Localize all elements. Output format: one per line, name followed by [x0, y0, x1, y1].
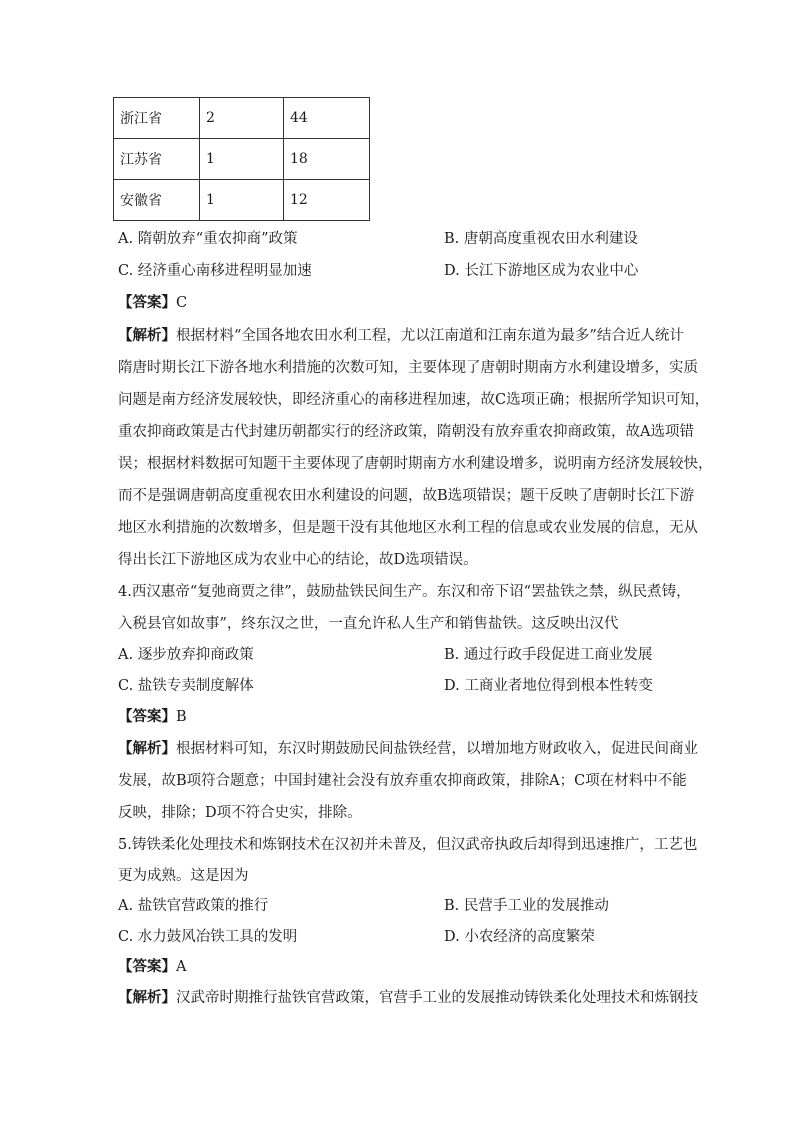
table-cell: 44	[284, 98, 370, 139]
q5-option-a: A. 盐铁官营政策的推行	[118, 898, 269, 914]
q3-analysis-line: 误；根据材料数据可知题干主要体现了唐朝时期南方水利建设增多，说明南方经济发展较快，	[118, 456, 713, 472]
q4-analysis-line: 发展，故B项符合题意；中国封建社会没有放弃重农抑商政策，排除A；C项在材料中不能	[118, 773, 687, 789]
table-row	[114, 180, 370, 221]
q5-stem-line: 5.铸铁柔化处理技术和炼钢技术在汉初并未普及，但汉武帝执政后却得到迅速推广，工艺也	[118, 837, 698, 853]
q3-option-c: C. 经济重心南移进程明显加速	[118, 263, 312, 279]
q5-analysis-line: 【解析】汉武帝时期推行盐铁官营政策，官营手工业的发展推动铸铁柔化处理技术和炼钢技	[118, 989, 698, 1006]
analysis-label: 【解析】	[118, 989, 176, 1006]
q3-analysis-line: 而不是强调唐朝高度重视农田水利建设的问题，故B选项错误；题干反映了唐朝时长江下游	[118, 488, 695, 504]
q3-analysis-line: 重农抑商政策是古代封建历朝都实行的经济政策，隋朝没有放弃重农抑商政策，故A选项错	[118, 424, 694, 440]
q4-analysis-line: 【解析】根据材料可知，东汉时期鼓励民间盐铁经营，以增加地方财政收入，促进民间商业	[118, 740, 698, 757]
table-row	[114, 98, 370, 139]
q5-option-c: C. 水力鼓风冶铁工具的发明	[118, 929, 298, 945]
q4-option-d: D. 工商业者地位得到根本性转变	[444, 678, 653, 694]
answer-label: 【答案】	[118, 294, 176, 311]
analysis-label: 【解析】	[118, 740, 176, 757]
table-cell: 浙江省	[114, 98, 200, 139]
table-row	[114, 139, 370, 180]
q4-stem-line: 入税县官如故事”，终东汉之世，一直允许私人生产和销售盐铁。这反映出汉代	[118, 616, 619, 632]
q4-answer	[118, 707, 187, 727]
answer-label: 【答案】	[118, 958, 176, 975]
q3-analysis-line: 得出长江下游地区成为农业中心的结论，故D选项错误。	[118, 552, 478, 568]
table-cell: 18	[284, 139, 370, 180]
q5-answer	[118, 957, 186, 977]
q4-option-c: C. 盐铁专卖制度解体	[118, 678, 254, 694]
table-cell: 江苏省	[114, 139, 200, 180]
q4-option-a: A. 逐步放弃抑商政策	[118, 647, 254, 663]
q3-analysis-line: 问题是南方经济发展较快，即经济重心的南移进程加速，故C选项正确；根据所学知识可知，	[118, 392, 710, 408]
q5-option-d: D. 小农经济的高度繁荣	[444, 929, 595, 945]
q5-option-b: B. 民营手工业的发展推动	[444, 898, 609, 914]
table-cell: 1	[200, 180, 284, 221]
q3-answer	[118, 293, 187, 313]
q4-option-b: B. 通过行政手段促进工商业发展	[444, 647, 653, 663]
table-cell: 安徽省	[114, 180, 200, 221]
q4-stem-line: 4.西汉惠帝“复弛商贾之律”，鼓励盐铁民间生产。东汉和帝下诏“罢盐铁之禁，纵民煮铸，	[118, 584, 691, 600]
q3-analysis-line: 隋唐时期长江下游各地水利措施的次数可知，主要体现了唐朝时期南方水利建设增多，实质	[118, 360, 698, 376]
answer-value: B	[176, 709, 187, 725]
analysis-label: 【解析】	[118, 327, 176, 344]
q4-analysis-line: 反映，排除；D项不符合史实，排除。	[118, 805, 362, 821]
answer-value: A	[176, 959, 187, 975]
q3-analysis-line: 地区水利措施的次数增多，但是题干没有其他地区水利工程的信息或农业发展的信息，无从	[118, 520, 698, 536]
answer-value: C	[176, 295, 188, 311]
answer-label: 【答案】	[118, 708, 176, 725]
table-cell: 1	[200, 139, 284, 180]
q3-option-b: B. 唐朝高度重视农田水利建设	[444, 231, 638, 247]
table-cell: 2	[200, 98, 284, 139]
q3-analysis-line: 【解析】根据材料“全国各地农田水利工程，尤以江南道和江南东道为最多”结合近人统计	[118, 327, 684, 344]
table-cell: 12	[284, 180, 370, 221]
q3-option-d: D. 长江下游地区成为农业中心	[444, 263, 639, 279]
q3-option-a: A. 隋朝放弃“重农抑商”政策	[118, 231, 298, 247]
q5-stem-line: 更为成熟。这是因为	[118, 868, 249, 884]
irrigation-table	[113, 97, 370, 221]
